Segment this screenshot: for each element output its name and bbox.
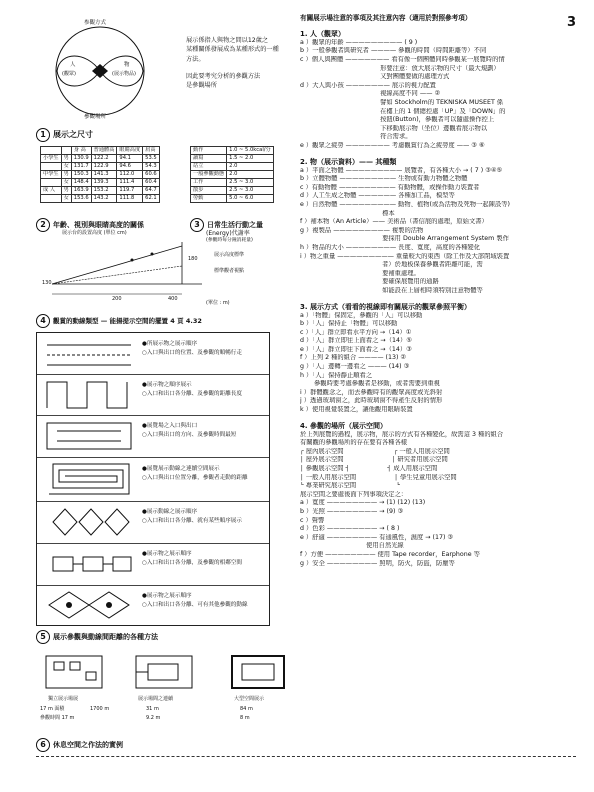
relation-diagram-figure bbox=[40, 14, 160, 126]
section-methods-items bbox=[300, 312, 580, 415]
pattern-text: ●展覽場之入口與出口 bbox=[142, 423, 198, 429]
note-line: │ 一般人用展示空間 │ 學生兒童用展示空間 bbox=[300, 473, 457, 481]
pattern-diagram bbox=[43, 505, 135, 539]
section-number: 3 bbox=[190, 218, 204, 232]
pattern-diagram bbox=[43, 419, 135, 453]
note-line: a ）寬度 ———————— → (1) (12) (13) bbox=[300, 499, 426, 507]
pattern-text: ○入口與出口的位置、及參觀的順暢行走 bbox=[142, 350, 242, 356]
note-line: ┌ 屋內展示空間 ┌ 一般人用展示空間 bbox=[300, 447, 450, 455]
section-number: 5 bbox=[36, 630, 50, 644]
section-title-text: 日常生活行動之量 bbox=[207, 221, 263, 229]
table-row: 女 153.6 143.2 111.8 62.1 bbox=[41, 195, 160, 203]
note-line: 如能設在上層相時須特別注意物體等 bbox=[300, 286, 483, 294]
label-left-sub: (觀眾) bbox=[62, 71, 76, 77]
graph-note: 標準觀者視點 bbox=[214, 268, 245, 274]
table-row: 中學生 男 150.3 141.3 112.0 60.6 bbox=[41, 171, 160, 179]
note-line: 譬如 Stockholm的 TEKNISKA MUSEET 係 bbox=[300, 99, 504, 107]
table-header-cell bbox=[61, 147, 71, 155]
pattern-diagram bbox=[43, 547, 135, 581]
note-line: c ）有動物體 ————————— 有動物體，或操作動力裝置者 bbox=[300, 183, 480, 191]
note-line: d ）人工生成之物體 —————— 各種加工品，模型等 bbox=[300, 192, 455, 200]
note-line: │ 屋外展示空間 │ 研究者用展示空間 bbox=[300, 456, 448, 464]
section-title-text: 展示參觀與動線間距離的各種方法 bbox=[53, 633, 158, 641]
table-header-cell: 身 高 bbox=[71, 147, 91, 155]
section-1-title bbox=[36, 128, 93, 142]
note-line: a ）觀眾的年齡 ————————— ( 9 ) bbox=[300, 38, 418, 46]
relation-diagram bbox=[40, 14, 160, 126]
note-line: 下移動展示物（坐位）邊觀看展示物以 bbox=[300, 124, 488, 132]
layout-info: 17 m 面積 bbox=[40, 706, 65, 712]
note-line: 在樓上的 1 個總控處「UP」及「DOWN」的 bbox=[300, 107, 506, 115]
pattern-row bbox=[37, 457, 269, 502]
note-line: 形要注意：放大展示物的尺寸（最大規劃） bbox=[300, 64, 500, 72]
note-line: g ）安全 ———————— 照明，防火，防盜，防塵等 bbox=[300, 559, 455, 567]
section-title-text: 休息空間之作法的實例 bbox=[53, 741, 123, 749]
pattern-row bbox=[37, 585, 269, 625]
pattern-diagram bbox=[43, 337, 135, 371]
section-number: 1 bbox=[36, 128, 50, 142]
note-line: c ）「人」群立即看水平方向 →（14）① bbox=[300, 328, 412, 336]
pattern-text: ●展示物之展示順序 bbox=[142, 551, 192, 557]
note-line: 參觀時要考處參觀者是移動，或者需要到重視 bbox=[300, 380, 440, 388]
note-line: e ）自然物體 ————————— 動物、植物(或為活物及死物一起陳設等) bbox=[300, 200, 510, 208]
table-header-cell: 普通體高 bbox=[91, 147, 117, 155]
note-line: f ）方便 ———————— 使用 Tape recorder，Earphone 等 bbox=[300, 550, 480, 558]
graph2-sub: 展示台的設置高度 (單位 cm) bbox=[62, 230, 127, 236]
section-number: 6 bbox=[36, 738, 50, 752]
section-title-text: 觀賞的動線類型 — 能揚提示空間的擺置 4 頁 4.32 bbox=[53, 317, 202, 325]
pattern-diagram bbox=[43, 460, 135, 498]
table-row: 站立 2.0 bbox=[191, 163, 274, 171]
note-line: b ）一般參觀者與研究者 ———— 參觀的時間（時間距離等）不同 bbox=[300, 47, 487, 55]
note-line: 按鈕(Button)，參觀者可以隨處操作控上 bbox=[300, 116, 495, 124]
note-line: b ）光照 ———————— → (9) ③ bbox=[300, 507, 404, 515]
pattern-diagram bbox=[43, 378, 135, 412]
eye-height-graph-figure bbox=[42, 236, 212, 306]
note-line: e ）「人」群立即往下面看之 →（14）③ bbox=[300, 345, 412, 353]
section-title-text: 年齡、視別與眼睛高度的關係 bbox=[53, 221, 144, 229]
note-line: g ）複製品 ————————— 複製的活物 bbox=[300, 226, 424, 234]
notes-column bbox=[300, 14, 580, 568]
pattern-row bbox=[37, 415, 269, 458]
note-line: a ）平面之物體 ————————— 展覽者，有各種大小 → ( 7 ) ③④⑤ bbox=[300, 166, 503, 174]
table-row: 一般參觀動態 2.0 bbox=[191, 171, 274, 179]
label-bottom: 參觀場所 bbox=[84, 114, 107, 120]
intro-text bbox=[186, 36, 296, 90]
note-line: │ 參觀展示空間 ┤ ┤ 成人用展示空間 bbox=[300, 465, 438, 473]
graph-label: 180 bbox=[188, 256, 198, 262]
note-line: d ）大人與小孩 ——————— 展示的視力配置 bbox=[300, 81, 436, 89]
pattern-text: ●展示物之展示順序 bbox=[142, 593, 192, 599]
section-places: 4. 參觀的場所（展示空間） bbox=[300, 421, 387, 430]
table-row: 小學生 男 130.9 122.2 94.1 53.5 bbox=[41, 155, 160, 163]
pattern-row bbox=[37, 543, 269, 586]
intro-line: 展示係指人與物之間以12歲之 bbox=[186, 37, 269, 44]
note-line: i ）物之重量 ————————— 重量較大的東西（除工作及大部閉域裝置 bbox=[300, 252, 510, 260]
note-line: f ）補本物（An Article）—— 美術品（書信展的處理，原始文書） bbox=[300, 218, 488, 226]
note-line: d ）「人」群立即往上面看之 →（14）⑤ bbox=[300, 337, 412, 345]
note-line: └ 專業研究展示空間 └ bbox=[300, 482, 400, 490]
layout-info: 參觀時間 17 m bbox=[40, 715, 75, 721]
graph-label: 130 bbox=[42, 280, 52, 286]
note-line: 要補重處理。 bbox=[300, 269, 420, 277]
pattern-text: ●所展示物之展示順序 bbox=[142, 341, 198, 347]
places-sub: 展示空間之要處後面下列事項決定之： bbox=[300, 490, 408, 498]
section-6-title bbox=[36, 738, 123, 752]
section-objects: 2. 物（展示資料）—— 其種類 bbox=[300, 157, 397, 166]
note-line: g ）「人」邊轉一邊看之 ——— (14) ③ bbox=[300, 363, 410, 371]
graph-label: 200 bbox=[112, 296, 122, 302]
layout-value: 9.2 m bbox=[146, 715, 161, 721]
table-row: 女 131.7 122.9 94.6 54.3 bbox=[41, 163, 160, 171]
pattern-text: ○入口與出口的方向、及參觀時間最短 bbox=[142, 432, 237, 438]
places-tree bbox=[300, 448, 580, 491]
pattern-text: ○入口與出口位置分離，參觀者走動的距離 bbox=[142, 475, 248, 481]
pattern-text: ○入口和出口各分離、就有某些順序展示 bbox=[142, 518, 242, 524]
layout-name: 大型空間展示 bbox=[234, 696, 265, 702]
section-places-items bbox=[300, 499, 580, 568]
pattern-text: ○入口和出口各分離、可有其他參觀的動線 bbox=[142, 602, 248, 608]
graph-note: 展示高度標準 bbox=[214, 252, 245, 258]
pattern-text: ●展示物之順序展示 bbox=[142, 382, 192, 388]
note-line: f ）上列 2 種的組合 ———— (13) ② bbox=[300, 354, 407, 362]
note-line: b ）立體物體 ————————— 生物或有動力物體之物體 bbox=[300, 175, 468, 183]
table-header-cell bbox=[41, 147, 62, 155]
note-line: k ）使用視覺裝置之，讓他觀用眼睛裝置 bbox=[300, 406, 413, 414]
label-left: 人 bbox=[70, 62, 76, 68]
pattern-row bbox=[37, 374, 269, 416]
note-line: 符合需求。 bbox=[300, 133, 412, 141]
section-number: 2 bbox=[36, 218, 50, 232]
table-row: 成 人 男 163.9 153.2 119.7 64.7 bbox=[41, 187, 160, 195]
label-right-sub: (展示物品) bbox=[112, 71, 136, 77]
intro-line: 因此要考究分析的參觀方法 bbox=[186, 72, 261, 80]
table-header-cell: 眼睛高度 bbox=[117, 147, 143, 155]
section-4-title bbox=[36, 314, 202, 328]
note-line: c ）聲響 bbox=[300, 516, 325, 524]
intro-line: 是參觀場所 bbox=[186, 82, 217, 90]
section-people-items bbox=[300, 39, 580, 151]
energy-table bbox=[190, 146, 274, 203]
layout-name: 獨立展示場展 bbox=[48, 696, 79, 702]
section-people: 1. 人（觀眾） bbox=[300, 29, 345, 38]
table-header-cell: 肩高 bbox=[143, 147, 160, 155]
note-line: i ）群體觀念之，而去參觀時有的觀眾高度或光斜射 bbox=[300, 388, 443, 396]
section-title-text: 展示之尺寸 bbox=[53, 130, 93, 139]
note-line: d ）色彩 ———————— → ( 8 ) bbox=[300, 525, 400, 533]
note-line: b ）「人」保持止「物體」可以移動 bbox=[300, 320, 398, 328]
layout-diagram-1 bbox=[40, 650, 110, 694]
note-line: 標本 bbox=[300, 209, 395, 217]
layout-value: 1700 m bbox=[90, 706, 110, 712]
pattern-row bbox=[37, 333, 269, 375]
label-top: 参觀方式 bbox=[84, 20, 107, 26]
layout-value: 8 m bbox=[240, 715, 250, 721]
layout-diagram-2 bbox=[130, 650, 200, 694]
section-5-title bbox=[36, 630, 158, 644]
section-objects-items bbox=[300, 167, 580, 296]
pattern-text: ○入口和出口各分離、及參觀的距離長度 bbox=[142, 391, 242, 397]
pattern-row bbox=[37, 501, 269, 544]
table-row: 勞動 5.0 ~ 6.0 bbox=[191, 195, 274, 203]
pattern-text: ○入口和出口各分離，及參觀的相鄰空間 bbox=[142, 560, 242, 566]
note-line: j ）透過玻璃窗之，此時玻璃窗不得產生反射的情形 bbox=[300, 397, 443, 405]
body-size-table bbox=[40, 146, 160, 203]
note-line: 又對團體要做的處理方式 bbox=[300, 73, 450, 81]
table-row: 動作 1.0 ~ 5.0kcal/分 bbox=[191, 147, 274, 155]
graph3-sub2: (參觀時每分鐘消耗量) bbox=[206, 238, 253, 243]
layout-value: 84 m bbox=[240, 706, 253, 712]
page-number: 3 bbox=[566, 15, 576, 30]
intro-line: 某種關係發展成為某種形式的一種 bbox=[186, 46, 279, 54]
table-row: 讀寫 1.5 ~ 2.0 bbox=[191, 155, 274, 163]
table-row: 工作 2.5 ~ 3.0 bbox=[191, 179, 274, 187]
pattern-text: ●展示動線之展示順序 bbox=[142, 509, 198, 515]
note-line: e ）觀眾之疲勞 ——————— 考慮觀賞行為之疲勞度 —— ③ ⑥ bbox=[300, 142, 485, 150]
graph-label: 400 bbox=[168, 296, 178, 302]
table-row: 女 148.4 139.3 111.4 60.4 bbox=[41, 179, 160, 187]
pattern-text: ●展覽展示動線之連續空間展示 bbox=[142, 466, 220, 472]
layout-diagram-3 bbox=[226, 650, 290, 694]
graph-unit: (單位 : m) bbox=[206, 300, 230, 306]
section-number: 4 bbox=[36, 314, 50, 328]
table-row: 散步 2.5 ~ 3.0 bbox=[191, 187, 274, 195]
places-intro: 有關觀的參觀場所的存在要有各種各樣 bbox=[300, 439, 408, 447]
note-line: e ）舒適 ———————— 有通風性，濕度 → (17) ③ bbox=[300, 533, 454, 541]
places-intro: 於上列展覽的過程，展示物，展示的方式有各種變化，故需這 3 種的組合 bbox=[300, 430, 504, 438]
eye-height-graph bbox=[42, 236, 212, 306]
note-line: 使用自然光線 bbox=[300, 542, 404, 550]
flow-patterns-panel bbox=[36, 332, 270, 626]
layout-name: 展示場間之連續 bbox=[138, 696, 174, 702]
note-line: 視線高度不同 —— ② bbox=[300, 90, 441, 98]
intro-line: 方法。 bbox=[186, 55, 205, 63]
pattern-diagram bbox=[43, 588, 135, 622]
note-line: 者）於地板保養參觀者距離可能，需 bbox=[300, 261, 483, 269]
layout-value: 31 m bbox=[146, 706, 159, 712]
note-line: 要確保展覽用的通路 bbox=[300, 278, 439, 286]
note-line: 要採用 Double Arrangement System 製作 bbox=[300, 235, 509, 243]
section-methods: 3. 展示方式（看看的視線即有關展示的觀眾參照平衡） bbox=[300, 302, 471, 311]
layout-examples bbox=[40, 650, 290, 730]
note-line: h ）「人」保持靜止順看之 bbox=[300, 371, 373, 379]
note-line: h ）物品的大小 ———————— 長度、寬度，高度的各種變化 bbox=[300, 243, 481, 251]
label-right: 物 bbox=[124, 62, 130, 68]
divider bbox=[36, 756, 576, 757]
notes-title: 有關展示場注意的事項及其注意內容（適用於對照參考項） bbox=[300, 14, 472, 22]
graph3-sub1: (Energy)代謝率 bbox=[206, 230, 250, 237]
note-line: c ）個人與團體 ——————— 看有像一個團體同時參觀某一展覽時的情 bbox=[300, 56, 505, 64]
note-line: a ）「物體」保固定，參觀的「人」可以移動 bbox=[300, 311, 423, 319]
